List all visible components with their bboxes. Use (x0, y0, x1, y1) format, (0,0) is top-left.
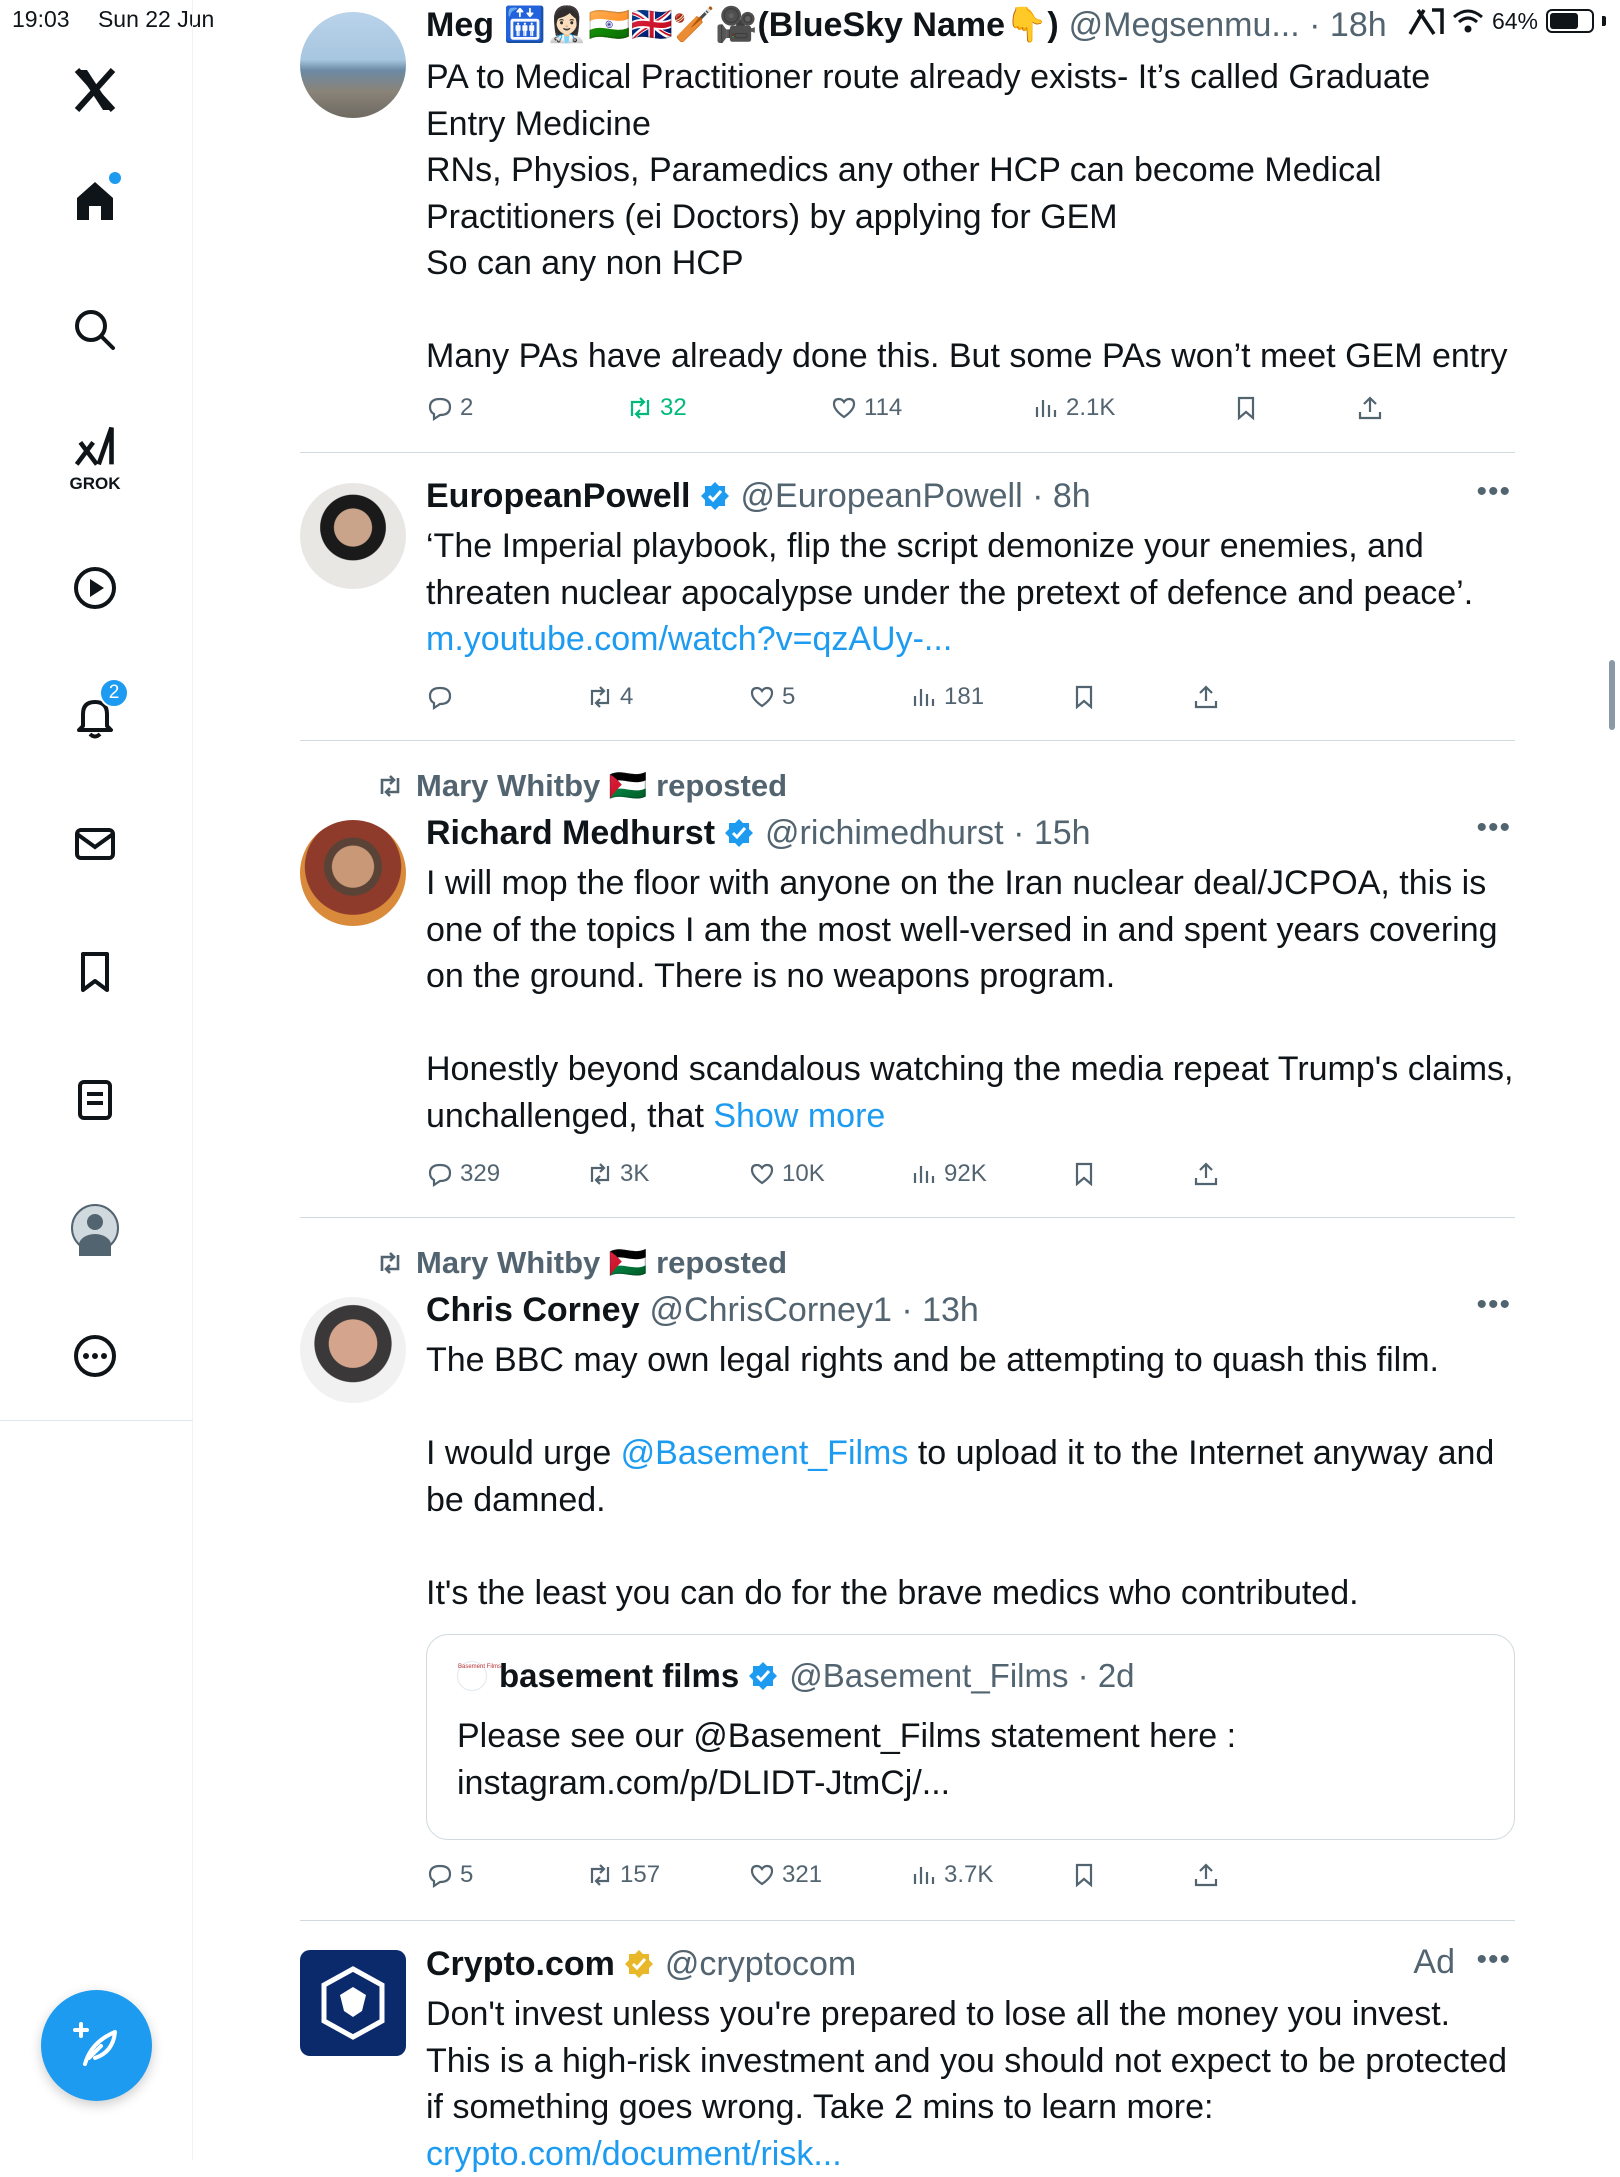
views-icon (910, 683, 938, 711)
sidebar (0, 0, 193, 2160)
share-icon (1192, 1160, 1220, 1188)
tweet-link[interactable]: m.youtube.com/watch?v=qzAUy-... (426, 616, 1515, 663)
tweet-actions (426, 1861, 1515, 1901)
quote-author-name[interactable]: basement films (499, 1653, 739, 1699)
bookmark-button[interactable] (1070, 1861, 1098, 1889)
like-count: 321 (782, 1861, 822, 1889)
bookmark-button[interactable] (1070, 683, 1098, 711)
messages-icon[interactable] (47, 796, 143, 892)
quote-avatar[interactable]: Basement Films (457, 1661, 487, 1691)
crypto-logo-icon (318, 1965, 388, 2041)
battery-tip (1602, 16, 1606, 26)
views-icon (910, 1861, 938, 1889)
like-button[interactable] (748, 683, 795, 711)
bookmark-icon (1232, 394, 1260, 422)
repost-count: 32 (660, 394, 687, 422)
reply-button[interactable] (426, 1160, 500, 1188)
promoted-tweet[interactable] (300, 1921, 1515, 2160)
share-icon (1192, 1861, 1220, 1889)
like-button[interactable] (748, 1160, 825, 1188)
repost-by[interactable]: Mary Whitby 🇵🇸 reposted (416, 1244, 787, 1281)
quote-header (457, 1653, 1135, 1699)
author-handle[interactable]: @cryptocom (665, 1941, 856, 1987)
grok-icon[interactable] (47, 408, 143, 504)
tweet-header (426, 473, 1515, 519)
views-icon (1032, 394, 1060, 422)
scrollbar[interactable] (1609, 660, 1615, 730)
author-handle[interactable]: @Megsenmu... · 18h (1069, 2, 1387, 48)
compose-post-button[interactable] (41, 1990, 152, 2101)
repost-button[interactable] (586, 1861, 660, 1889)
author-name[interactable]: Chris Corney (426, 1287, 640, 1333)
compose-feather-icon (69, 2018, 125, 2074)
repost-count: 3K (620, 1160, 649, 1188)
tweet[interactable] (300, 0, 1515, 453)
reply-button[interactable] (426, 683, 460, 711)
lists-icon[interactable] (47, 1052, 143, 1148)
repost-button[interactable] (586, 1160, 649, 1188)
author-name[interactable]: EuropeanPowell (426, 473, 691, 519)
author-handle[interactable]: @EuropeanPowell · 8h (741, 473, 1091, 519)
reply-icon (426, 683, 454, 711)
quoted-tweet[interactable] (426, 1634, 1515, 1840)
repost-icon (626, 394, 654, 422)
tweet-text: I will mop the floor with anyone on the Iran nuclear deal/JCPOA, this is one of the topics I am the most well-versed in and spent years covering on the ground. There is no weapons program. Honestly beyond scandalous watching the media repeat Trump's claims, unchallenged, that (426, 864, 1514, 1135)
repost-context (374, 1244, 787, 1281)
like-count: 114 (864, 394, 902, 422)
repost-button[interactable] (586, 683, 633, 711)
views-button[interactable] (910, 1861, 993, 1889)
reply-count: 5 (460, 1861, 473, 1889)
battery-icon (1546, 9, 1594, 33)
x-logo-icon[interactable] (47, 42, 143, 138)
verified-badge-icon (747, 1660, 779, 1692)
avatar[interactable] (300, 820, 406, 926)
tweet-text-continued: to upload it to the Internet anyway and be damned. It's the least you can do for the brave medics who contributed. (426, 1434, 1494, 1612)
avatar[interactable] (300, 12, 406, 118)
avatar[interactable] (300, 483, 406, 589)
like-count: 5 (782, 683, 795, 711)
author-handle[interactable]: @ChrisCorney1 · 13h (650, 1287, 979, 1333)
tweet-header (426, 2, 1515, 48)
views-button[interactable] (910, 683, 984, 711)
home-icon[interactable] (47, 152, 143, 248)
share-button[interactable] (1356, 394, 1384, 422)
author-name[interactable]: Richard Medhurst (426, 810, 715, 856)
verified-badge-icon (723, 817, 755, 849)
tweet-text: Don't invest unless you're prepared to lose all the money you invest. This is a high-risk investment and you should not expect to be protected if something goes wrong. Take 2 mins to learn more: (426, 1991, 1515, 2131)
repost-icon (586, 1160, 614, 1188)
tweet-header (426, 1941, 1515, 1987)
status-date: Sun 22 Jun (98, 6, 214, 32)
bookmarks-icon[interactable] (47, 924, 143, 1020)
more-options-icon[interactable]: ••• (1476, 1943, 1511, 1977)
views-icon (910, 1160, 938, 1188)
tweet-actions (426, 1160, 1515, 1200)
gold-verified-badge-icon (623, 1948, 655, 1980)
tweet-header (426, 1287, 1515, 1333)
share-button[interactable] (1192, 683, 1220, 711)
tweet[interactable] (300, 741, 1515, 1218)
tweet-link[interactable]: crypto.com/document/risk... (426, 2131, 1515, 2177)
reply-count: 2 (460, 394, 473, 422)
tweet-text: ‘The Imperial playbook, flip the script demonize your enemies, and threaten nuclear apocalypse under the pretext of defence and peace’. (426, 523, 1515, 616)
more-options-icon[interactable]: ••• (1476, 1288, 1511, 1322)
status-time: 19:03 (12, 6, 70, 32)
more-options-icon[interactable] (47, 1308, 143, 1404)
repost-icon (374, 772, 406, 800)
heart-icon (748, 1160, 776, 1188)
search-icon[interactable] (47, 282, 143, 378)
reply-button[interactable] (426, 394, 473, 422)
quote-text: Please see our @Basement_Films statement here : instagram.com/p/DLIDT-JtmCj/... (457, 1713, 1484, 1806)
views-count: 2.1K (1066, 394, 1115, 422)
views-count: 92K (944, 1160, 987, 1188)
bookmark-icon (1070, 1160, 1098, 1188)
repost-by[interactable]: Mary Whitby 🇵🇸 reposted (416, 767, 787, 804)
tweet-text-wrapper (426, 1337, 1515, 1616)
show-more-link[interactable]: Show more (713, 1097, 885, 1135)
quote-author-handle[interactable]: @Basement_Films · 2d (789, 1653, 1134, 1699)
share-icon (1192, 683, 1220, 711)
verified-badge-icon (699, 480, 731, 512)
reply-icon (426, 1160, 454, 1188)
more-options-icon[interactable]: ••• (1476, 811, 1511, 845)
home-unread-dot (109, 172, 121, 184)
share-button[interactable] (1192, 1861, 1220, 1889)
repost-icon (586, 683, 614, 711)
author-handle[interactable]: @richimedhurst · 15h (765, 810, 1091, 856)
repost-icon (586, 1861, 614, 1889)
author-name[interactable]: Meg 🛗👩🏻‍⚕️🇮🇳🇬🇧🏏🎥(BlueSky Name👇) (426, 2, 1059, 48)
sidebar-divider (0, 1420, 193, 1421)
like-button[interactable] (748, 1861, 822, 1889)
repost-count: 157 (620, 1861, 660, 1889)
tweet-text: The BBC may own legal rights and be attempting to quash this film. I would urge (426, 1341, 1439, 1472)
share-button[interactable] (1192, 1160, 1220, 1188)
reply-icon (426, 1861, 454, 1889)
repost-count: 4 (620, 683, 633, 711)
notifications-badge: 2 (99, 678, 129, 708)
tweet-header (426, 810, 1515, 856)
repost-icon (374, 1249, 406, 1277)
bookmark-button[interactable] (1070, 1160, 1098, 1188)
repost-context (374, 767, 787, 804)
tweet-actions (426, 683, 1515, 723)
heart-icon (748, 1861, 776, 1889)
views-button[interactable] (910, 1160, 987, 1188)
grok-label: GROK (47, 474, 143, 494)
profile-avatar[interactable] (47, 1180, 143, 1276)
reply-count: 329 (460, 1160, 500, 1188)
tweet[interactable] (300, 453, 1515, 741)
heart-icon (830, 394, 858, 422)
views-count: 3.7K (944, 1861, 993, 1889)
repost-button[interactable] (626, 394, 687, 422)
author-name[interactable]: Crypto.com (426, 1941, 615, 1987)
like-count: 10K (782, 1160, 825, 1188)
video-icon[interactable] (47, 540, 143, 636)
reply-button[interactable] (426, 1861, 473, 1889)
bookmark-icon (1070, 683, 1098, 711)
tweet-text: PA to Medical Practitioner route already exists- It’s called Graduate Entry Medicine RNs, Physios, Paramedics any other HCP can become Medical Practitioners (ei Doctors) by applying for GEM So can any non HCP Many PAs have already done this. But some PAs won’t meet GEM entry (426, 54, 1515, 380)
reply-icon (426, 394, 454, 422)
avatar[interactable] (300, 1950, 406, 2056)
more-options-icon[interactable]: ••• (1476, 475, 1511, 509)
bookmark-icon (1070, 1861, 1098, 1889)
battery-percent: 64% (1492, 8, 1538, 35)
ad-label: Ad (1413, 1943, 1455, 1982)
tweet-actions (426, 394, 1515, 434)
share-icon (1356, 394, 1384, 422)
heart-icon (748, 683, 776, 711)
avatar[interactable] (300, 1297, 406, 1403)
like-button[interactable] (830, 394, 902, 422)
notifications-icon[interactable] (47, 668, 143, 764)
views-count: 181 (944, 683, 984, 711)
views-button[interactable] (1032, 394, 1115, 422)
tweet-text-wrapper (426, 860, 1515, 1139)
avatar (71, 1204, 119, 1252)
mention-link[interactable]: @Basement_Films (621, 1434, 909, 1472)
tweet[interactable] (300, 1218, 1515, 1921)
bookmark-button[interactable] (1232, 394, 1260, 422)
